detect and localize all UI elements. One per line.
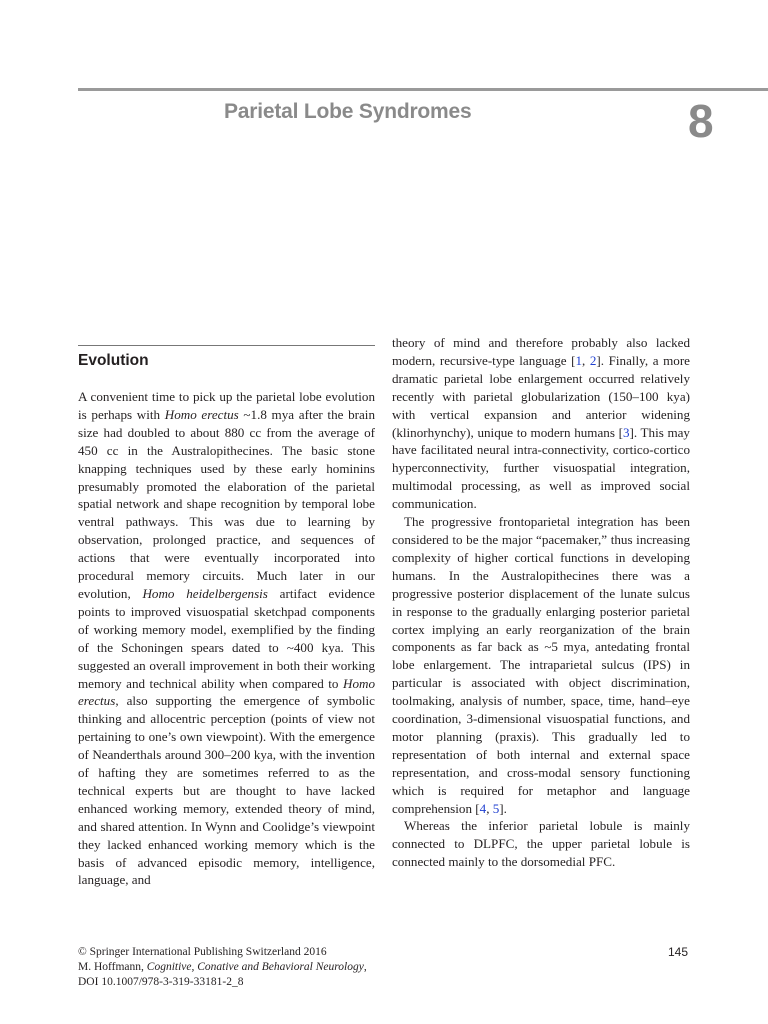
copyright-line: © Springer International Publishing Switzerland 2016: [78, 946, 327, 958]
paragraph-frontoparietal: [392, 513, 690, 817]
citation-link[interactable]: 5: [492, 800, 500, 816]
citation-line: [78, 960, 378, 975]
page-footer: [78, 945, 378, 990]
paragraph-parietal-lobule: [392, 817, 690, 871]
page-number: 145: [668, 945, 689, 959]
text-run: ]. This may have facilitated neural intra-connectivity, cortico-cortico hyperconnectivity, further visuospatial integration, multimodal processing, as well as improved social communication.: [392, 424, 690, 512]
text-run: ].: [499, 800, 507, 816]
text-run: The progressive frontoparietal integration has been considered to be the major “pacemaker,” thus increasing complexity of higher cortical functions in developing humans. In the Australopithecines there was a progressive posterior displacement of the lunate sulcus in response to the gradually enlarging posterior parietal cortex implying an early reorganization of the brain components as far back as ~5 mya, antedating frontal lobe enlargement. The intraparietal sulcus (IPS) in particular is associated with object discrimination, toolmaking, analysis of number, space, time, hand–eye coordination, 3-dimensional visuospatial functions, and motor planning (praxis). This gradually led to representation of both internal and external space representation, and cross-modal sensory functioning which is required for metaphor and language comprehension [: [392, 514, 690, 816]
paragraph-continued: [392, 334, 690, 513]
text-run: ,: [582, 352, 590, 368]
text-run: Whereas the inferior parietal lobule is mainly connected to DLPFC, the upper parietal lobule is connected mainly to the dorsomedial PFC.: [392, 818, 690, 870]
chapter-title: Parietal Lobe Syndromes: [224, 100, 472, 123]
species-name: Homo erectus: [78, 675, 375, 709]
right-column: [392, 334, 690, 871]
text-run: A convenient time to pick up the parietal lobe evolution is perhaps with: [78, 389, 375, 422]
book-title: Cognitive, Conative and Behavioral Neurology: [146, 961, 364, 973]
section-rule: [78, 345, 375, 346]
text-run: ~1.8 mya after the brain size had doubled to about 880 cc from the average of 450 cc in the Australopithecines. The basic stone knapping techniques used by these early hominins presumably promoted the elaboration of the parietal spatial network and shape recognition by temporal lobe ventral pathways. This was due to learning by observation, prolonged practice, and sequences of actions that were eventually incorporated into procedural memory circuits. Much later in our evolution,: [78, 406, 375, 601]
section-header: [78, 345, 375, 370]
chapter-number: 8: [688, 95, 714, 147]
text-run: ,: [363, 961, 367, 973]
text-run: ]. Finally, a more dramatic parietal lobe enlargement occurred relatively recently with parietal globularization (150–100 kya) with vertical expansion and anterior widening (klinorhynchy), unique to modern humans [: [392, 352, 690, 440]
text-run: theory of mind and therefore probably also lacked modern, recursive-type language [: [392, 335, 690, 368]
text-run: artifact evidence points to improved visuospatial sketchpad components of working memory model, exemplified by the finding of the Schoningen spears dated to ~400 kya. This suggested an overall improvement in both their working memory and technical ability when compared to: [78, 585, 375, 691]
left-column: [78, 388, 375, 889]
citation-link[interactable]: 2: [589, 352, 597, 368]
chapter-top-rule: [78, 88, 768, 91]
citation-link[interactable]: 1: [575, 352, 583, 368]
text-run: ,: [486, 800, 493, 816]
citation-link[interactable]: 3: [622, 424, 630, 440]
author-name: M. Hoffmann,: [78, 961, 147, 973]
paragraph-evolution-intro: [78, 388, 375, 889]
species-name: Homo erectus: [164, 406, 239, 422]
doi-line: DOI 10.1007/978-3-319-33181-2_8: [78, 976, 244, 988]
citation-link[interactable]: 4: [479, 800, 487, 816]
species-name: Homo heidelbergensis: [142, 585, 268, 601]
text-run: , also supporting the emergence of symbolic thinking and allocentric perception (points of view not pertaining to one’s own viewpoint). With the emergence of Neanderthals around 300–200 kya, with the invention of hafting they are sometimes referred to as the technical experts but are thought to have lacked enhanced working memory, extended theory of mind, and shared attention. In Wynn and Coolidge’s viewpoint they lacked enhanced working memory which is the basis of advanced episodic memory, intelligence, language, and: [78, 693, 375, 888]
section-heading: Evolution: [78, 352, 149, 369]
